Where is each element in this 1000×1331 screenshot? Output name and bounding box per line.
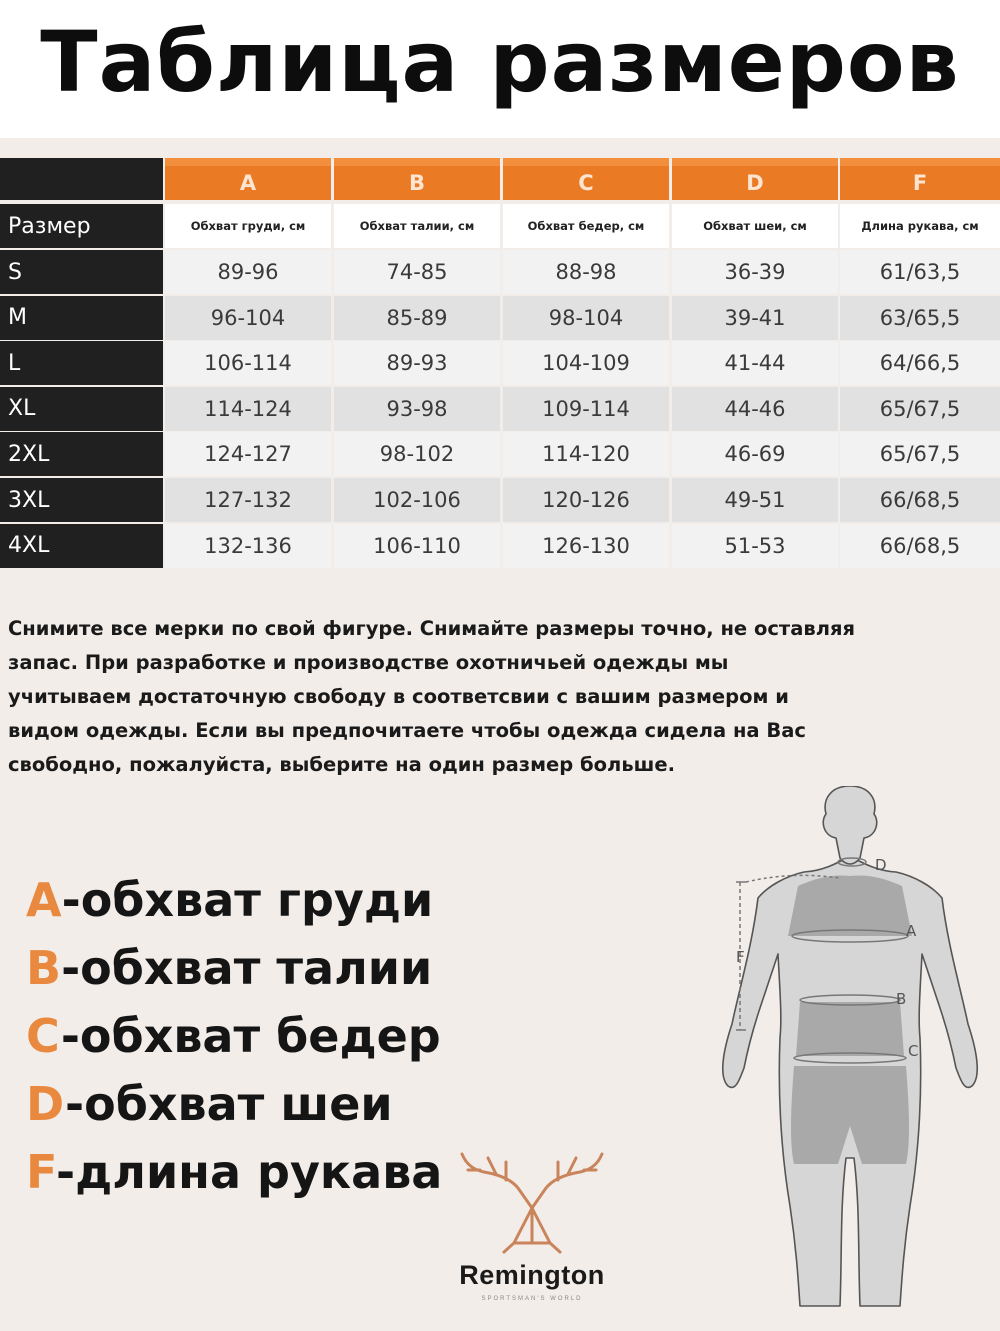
table-row [0,341,1000,385]
table-cell: 74-85 [334,250,500,294]
legend-letter: F [26,1145,57,1199]
legend-text: -длина рукава [56,1145,443,1199]
table-cell: 106-110 [334,524,500,568]
instructions-line: Снимите все мерки по свой фигуре. Снимайте размеры точно, не оставляя [8,617,856,640]
table-cell: 104-109 [503,341,669,385]
table-cell: 89-93 [334,341,500,385]
figure-label-c: C [908,1042,919,1060]
table-cell: 66/68,5 [840,478,1000,522]
deer-antlers-icon [444,1148,620,1258]
legend-item-f [26,1138,442,1206]
legend-letter: A [26,873,62,927]
table-row [0,432,1000,476]
table-cell: 88-98 [503,250,669,294]
size-label: L [0,341,163,385]
table-cell: 98-102 [334,432,500,476]
size-label: S [0,250,163,294]
table-header-measures [0,204,1000,248]
table-cell: 85-89 [334,296,500,340]
legend-letter: B [26,941,62,995]
table-cell: 49-51 [672,478,838,522]
table-cell: 106-114 [165,341,331,385]
table-row [0,524,1000,568]
legend-text: -обхват шеи [65,1077,393,1131]
page-title: Таблица размеров [40,13,960,111]
table-cell: 65/67,5 [840,432,1000,476]
table-cell: 51-53 [672,524,838,568]
legend-letter: D [26,1077,66,1131]
legend-letter: C [26,1009,61,1063]
table-row [0,478,1000,522]
table-cell: 41-44 [672,341,838,385]
column-letter-a: A [165,158,331,200]
measurement-legend [26,866,442,1206]
table-row [0,250,1000,294]
table-cell: 124-127 [165,432,331,476]
table-cell: 132-136 [165,524,331,568]
table-row [0,387,1000,431]
table-cell: 89-96 [165,250,331,294]
figure-label-d: D [875,856,887,874]
measure-header: Длина рукава, см [840,204,1000,248]
size-label: M [0,296,163,340]
size-column-header: Размер [0,204,163,248]
table-cell: 64/66,5 [840,341,1000,385]
table-cell: 93-98 [334,387,500,431]
legend-text: -обхват груди [61,873,434,927]
table-cell: 36-39 [672,250,838,294]
measure-header: Обхват бедер, см [503,204,669,248]
figure-label-a: A [906,922,917,940]
table-cell: 126-130 [503,524,669,568]
brand-tagline: SPORTSMAN'S WORLD [481,1296,583,1302]
legend-item-a [26,866,442,934]
table-header-letters [0,158,1000,200]
table-cell: 114-120 [503,432,669,476]
column-letter-d: D [672,158,838,200]
table-cell: 120-126 [503,478,669,522]
instructions-line: учитываем достаточную свободу в соответсвии с вашим размером и [8,685,789,708]
measure-header: Обхват груди, см [165,204,331,248]
legend-item-b [26,934,442,1002]
column-letter-f: F [840,158,1000,200]
table-cell: 127-132 [165,478,331,522]
size-label: 4XL [0,524,163,568]
table-cell: 66/68,5 [840,524,1000,568]
table-cell: 39-41 [672,296,838,340]
size-label: 2XL [0,432,163,476]
body-figure [720,786,980,1316]
table-cell: 96-104 [165,296,331,340]
instructions-line: свободно, пожалуйста, выберите на один размер больше. [8,753,675,776]
brand-logo [444,1148,620,1318]
instructions-text [8,612,1000,782]
table-cell: 61/63,5 [840,250,1000,294]
figure-label-b: B [896,990,907,1008]
table-cell: 65/67,5 [840,387,1000,431]
legend-item-d [26,1070,442,1138]
brand-name: Remington [459,1260,605,1290]
table-cell: 63/65,5 [840,296,1000,340]
instructions-line: видом одежды. Если вы предпочитаете чтобы одежда сидела на Вас [8,719,806,742]
size-label: 3XL [0,478,163,522]
legend-text: -обхват талии [61,941,433,995]
measure-header: Обхват шеи, см [672,204,838,248]
table-cell: 98-104 [503,296,669,340]
table-corner [0,158,163,200]
instructions-line: запас. При разработке и производстве охотничьей одежды мы [8,651,729,674]
column-letter-b: B [334,158,500,200]
table-cell: 109-114 [503,387,669,431]
table-cell: 114-124 [165,387,331,431]
table-cell: 46-69 [672,432,838,476]
table-row [0,296,1000,340]
measure-header: Обхват талии, см [334,204,500,248]
size-label: XL [0,387,163,431]
table-cell: 44-46 [672,387,838,431]
legend-text: -обхват бедер [60,1009,441,1063]
legend-item-c [26,1002,442,1070]
table-cell: 102-106 [334,478,500,522]
figure-label-f: F [736,948,745,966]
column-letter-c: C [503,158,669,200]
title-band [0,0,1000,138]
